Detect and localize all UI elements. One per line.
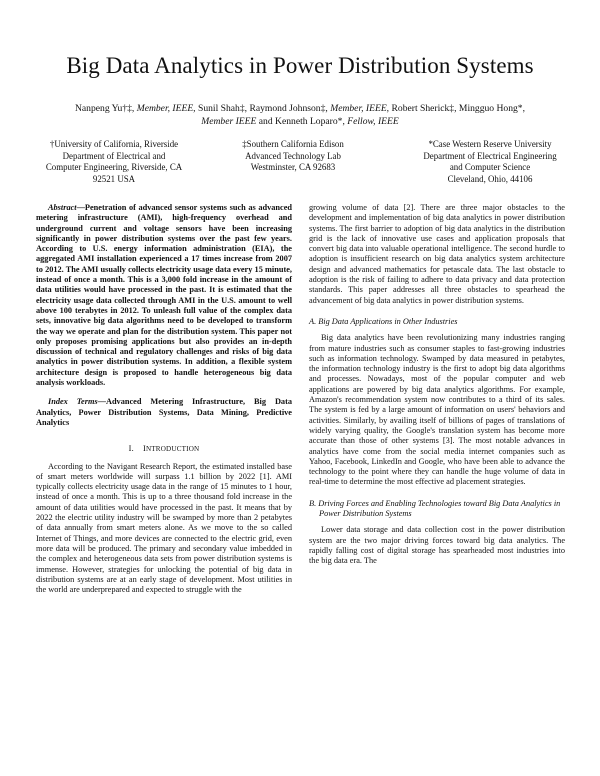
affiliation-line: and Computer Science — [449, 162, 531, 172]
subsection-b-paragraph: Lower data storage and data collection cost in the power distribution system are the two major driving forces toward big data analytics. The rapidly falling cost of digital storage has spearheaded most industries into the big data era. The — [309, 525, 565, 566]
index-terms-lead: Index Terms — [48, 397, 98, 407]
index-terms — [36, 397, 292, 428]
affiliation-line: Westminster, CA 92683 — [250, 162, 336, 172]
author-hong-role: Member IEEE — [201, 116, 257, 127]
affiliation-line: Department of Electrical Engineering — [423, 150, 557, 161]
affiliation-line: Computer Engineering, Riverside, CA — [45, 162, 183, 172]
affiliation-line: Cleveland, Ohio, 44106 — [447, 173, 533, 184]
abstract-body: —Penetration of advanced sensor systems such as advanced metering infrastructure (AMI), high-frequency overhead and underground current and voltage sensors have been increasing significantly in power distribution systems over the past few years. According to U.S. energy information administration (EIA), the aggregated AMI installation experienced a 17 times increase from 2007 to 2012. The AMI usually collects electricity usage data every 15 minute, instead of once a month. This is a 3,000 fold increase in the amount of data utilities would have processed in the past. It is estimated that the electricity usage data collected through AMI in the U.S. amount to well above 100 terabytes in 2012. To unleash full value of the complex data sets, innovative big data algorithms need to be developed to transform the way we operate and plan for the distribution system. This paper not only proposes promising applications but also provides an in-depth discussion of technical and regulatory challenges and risks of big data analytics in power distribution systems. In addition, a flexible system architecture design is proposed to handle heterogeneous big data analysis workloads. — [36, 203, 292, 388]
paper-title: Big Data Analytics in Power Distribution Systems — [66, 53, 534, 78]
abstract — [36, 203, 292, 388]
section-number: I. — [128, 444, 134, 454]
affiliation-line: Department of Electrical and — [62, 150, 166, 161]
affiliation-ucr — [28, 139, 200, 185]
author-johnson-role: Member, IEEE, — [327, 103, 390, 114]
affiliation-line: 92521 USA — [92, 173, 136, 184]
affiliation-line: ‡Southern California Edison — [242, 139, 344, 149]
intro-paragraph-continued: growing volume of data [2]. There are three major obstacles to the development and implementation of big data analytics in power distribution systems. The first barrier to adoption of big data analytics in the distribution grid is the lack of innovative use cases and application proposals that convert big data into valuable operational intelligence. The second hurdle to adoption is insufficient research on big data analytics system architecture design and advanced mathematics for petascale data. The last obstacle to adoption is the risk of failing to adhere to data privacy and data protection standards. This paper addresses all three obstacles to spearhead the advancement of big data analytics in power distribution systems. — [309, 203, 565, 305]
subsection-a-paragraph: Big data analytics have been revolutionizing many industries ranging from mature industries such as consumer staples to fast-growing industries such as information technology. Swamped by data measured in petabytes, the information technology industry is the first to adopt big data algorithms and processes. Nowadays, most of the popular computer and web applications are powered by big data analytics algorithms. For example, Amazon's recommendation system now contributes to a third of its sales. The system is fed by a large amount of information on users' behaviors and activities. Similarly, by availing itself of billions of pages of translations of widely varying quality, the Google's translation system has become more accurate than those of other systems [3]. The most notable advances in analytics have come from the social media internet companies such as Yahoo, Facebook, LinkedIn and Google, who have been able to advance the technology to the point where they can handle the huge volume of data in real-time to determine the most effective ad placement strategies. — [309, 333, 565, 487]
author-yu: Nanpeng Yu†‡, — [74, 103, 135, 114]
author-hong: Mingguo Hong*, — [456, 103, 526, 114]
index-terms-body: —Advanced Metering Infrastructure, Big Data Analytics, Power Distribution Systems, Data Mining, Predictive Analytics — [36, 397, 292, 427]
author-loparo-role: Fellow, IEEE — [344, 116, 399, 127]
intro-paragraph: According to the Navigant Research Report, the estimated installed base of smart meters worldwide will surpass 1.1 billion by 2022 [1]. AMI typically collects electricity usage data in the range of 15 minutes to 1 hour, instead of once a month. This is up to a three thousand fold increase in the amount of data utilities would have processed in the past. It means that by 2022 the electric utility industry will be swamped by more than 2 petabytes of data annually from smart meters alone. As we move to the so called Internet of Things, and more devices are connected to the electric grid, even more data will be produced. The primary and secondary value imbedded in the complex and heterogeneous data sets from power distribution systems is immense. However, strategies for unlocking the potential of big data in distribution systems are at an early stage of development. Most utilities in the world are underprepared and expected to struggle with the — [36, 461, 292, 595]
affiliation-line: †University of California, Riverside — [49, 139, 179, 149]
left-column — [36, 203, 292, 595]
author-loparo: and Kenneth Loparo*, — [256, 116, 345, 127]
section-heading-introduction — [36, 444, 292, 454]
abstract-lead: Abstract — [48, 203, 77, 212]
subsection-heading-b: B. Driving Forces and Enabling Technologies toward Big Data Analytics in Power Distribution Systems — [309, 498, 561, 519]
author-yu-role: Member, IEEE, — [134, 103, 196, 114]
subsection-heading-a: A. Big Data Applications in Other Industries — [309, 316, 458, 326]
section-title-initial: I — [142, 444, 146, 454]
author-sherick: Robert Sherick‡, — [389, 103, 457, 114]
affiliation-line: Advanced Technology Lab — [245, 150, 341, 161]
affiliation-cwru — [404, 139, 576, 185]
section-title-rest: NTRODUCTION — [145, 445, 200, 454]
author-list — [36, 102, 564, 128]
author-johnson: Raymond Johnson‡, — [247, 103, 328, 114]
affiliation-line: *Case Western Reserve University — [428, 139, 552, 149]
affiliation-sce — [218, 139, 368, 174]
author-shah: Sunil Shah‡, — [195, 103, 248, 114]
right-column — [309, 203, 565, 567]
